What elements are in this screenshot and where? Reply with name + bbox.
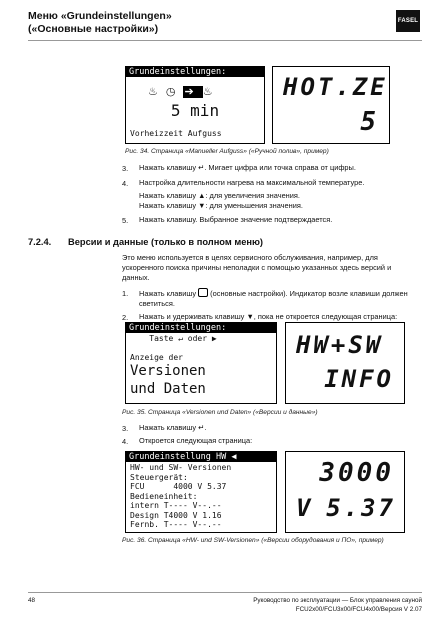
fig35-big-2: und Daten xyxy=(130,381,206,397)
step-a5-text: Нажать клавишу. Выбранное значение подтверждается. xyxy=(139,215,333,224)
fig36-lcd xyxy=(125,451,277,533)
fig35-line-3: Anzeige der xyxy=(130,353,183,362)
fig36-line: intern T---- V--.-- xyxy=(130,501,222,510)
fig36-seg-top: 3000 xyxy=(319,458,394,488)
fig34-value: 5 min xyxy=(170,101,220,120)
fig34-icons-row xyxy=(148,85,221,98)
fasel-logo: FASEL xyxy=(396,10,420,32)
section-number: 7.2.4. xyxy=(28,237,52,247)
step-c4-text: Откроется следующая страница: xyxy=(139,436,253,445)
ladle-icon: ♨ xyxy=(202,86,221,98)
header-line-2: («Основные настройки») xyxy=(28,23,159,35)
step-c4-number: 4. xyxy=(122,437,129,446)
fig34-caption: Рис. 34. Страница «Manueller Aufguss» («Ручной полив», пример) xyxy=(125,148,329,155)
triangle-down-icon: ▼ xyxy=(198,201,206,210)
section-title: Версии и данные (только в полном меню) xyxy=(68,237,264,247)
step-a4-text: Настройка длительности нагрева на максимальной температуре. xyxy=(139,178,365,187)
fig36-line: Bedieneinheit: xyxy=(130,491,198,501)
fig34-lcd-title: Grundeinstellungen: xyxy=(126,67,264,77)
fig34-seg-top: HOT.ZE xyxy=(283,73,388,101)
fig36-lines xyxy=(130,463,231,530)
step-a4-number: 4. xyxy=(122,179,129,188)
fig36-seg-bottom-right: 5.37 xyxy=(326,494,396,522)
fig35-caption: Рис. 35. Страница «Versionen und Daten» («Версии и данные») xyxy=(122,409,318,416)
clock-icon: ◷ xyxy=(165,86,184,98)
step-a3-text: Нажать клавишу ↵. Мигает цифра или точка справа от цифры. xyxy=(139,163,356,172)
fig36-line: Steuergerät: xyxy=(130,472,188,482)
settings-key-icon xyxy=(198,288,208,297)
arrow-right-icon: ➔ xyxy=(184,86,202,98)
step-b1-text: Нажать клавишу (основные настройки). Индикатор возле клавиши должен светиться. xyxy=(139,289,408,308)
step-a4-sub: Нажать клавишу ▲: для увеличения значения. Нажать клавишу ▼: для уменьшения значения. xyxy=(139,191,303,210)
fig36-line: FCU 4000 V 5.37 xyxy=(130,482,227,491)
fig36-line: Design T4000 V 1.16 xyxy=(130,510,222,520)
step-c3-number: 3. xyxy=(122,424,129,433)
fig36-lcd-title: Grundeinstellung HW ◀ xyxy=(126,452,276,462)
step-b2-text: Нажать и удерживать клавишу ▼, пока не откроется следующая страница: xyxy=(139,312,398,321)
fig36-line: Fernb. T---- V--.-- xyxy=(130,520,222,529)
triangle-down-icon: ▼ xyxy=(246,312,254,321)
triangle-up-icon: ▲ xyxy=(198,191,206,200)
fig35-seg-bottom: INFO xyxy=(324,365,394,393)
fig35-lcd xyxy=(125,322,277,404)
page-header-title xyxy=(28,10,172,36)
enter-icon: ↵ xyxy=(198,163,205,172)
fig34-lcd xyxy=(125,66,265,144)
section-intro: Это меню используется в целях сервисного обслуживания, например, для ускоренного поиска причины неполадки с помощью указанных здесь версий и данных. xyxy=(122,253,392,282)
fig35-big-1: Versionen xyxy=(130,363,206,379)
step-a3-number: 3. xyxy=(122,164,129,173)
footer-divider xyxy=(28,592,422,593)
step-b1-number: 1. xyxy=(122,289,129,298)
footer-doc-info: Руководство по эксплуатации — Блок управления сауной FCU2x00/FCU3x00/FCU4x00/Версия V 2.07 xyxy=(253,597,422,613)
fig35-seg-top: HW+SW xyxy=(296,331,384,359)
page-number: 48 xyxy=(28,597,36,604)
fig35-seg-display xyxy=(285,322,405,404)
header-divider xyxy=(28,40,422,41)
fig34-seg-display xyxy=(272,66,390,144)
steam-icon: ♨ xyxy=(148,86,166,98)
step-a5-number: 5. xyxy=(122,216,129,225)
fig36-seg-display xyxy=(285,451,405,533)
step-c3-text: Нажать клавишу ↵. xyxy=(139,423,207,432)
fig34-bottom-text: Vorheizzeit Aufguss xyxy=(130,129,222,138)
fig35-line-2: Taste ↵ oder ▶ xyxy=(130,334,217,343)
fig36-line: HW- und SW- Versionen xyxy=(130,463,232,472)
fig34-seg-bottom: 5 xyxy=(360,107,379,137)
fig36-seg-bottom-left: V xyxy=(296,494,314,522)
enter-icon: ↵ xyxy=(198,423,205,432)
fig35-lcd-title: Grundeinstellungen: xyxy=(126,323,276,333)
step-b2-number: 2. xyxy=(122,313,129,322)
fig36-caption: Рис. 36. Страница «HW- und SW-Versionen» («Версии оборудования и ПО», пример) xyxy=(122,537,384,544)
header-line-1: Меню «Grundeinstellungen» xyxy=(28,10,172,22)
